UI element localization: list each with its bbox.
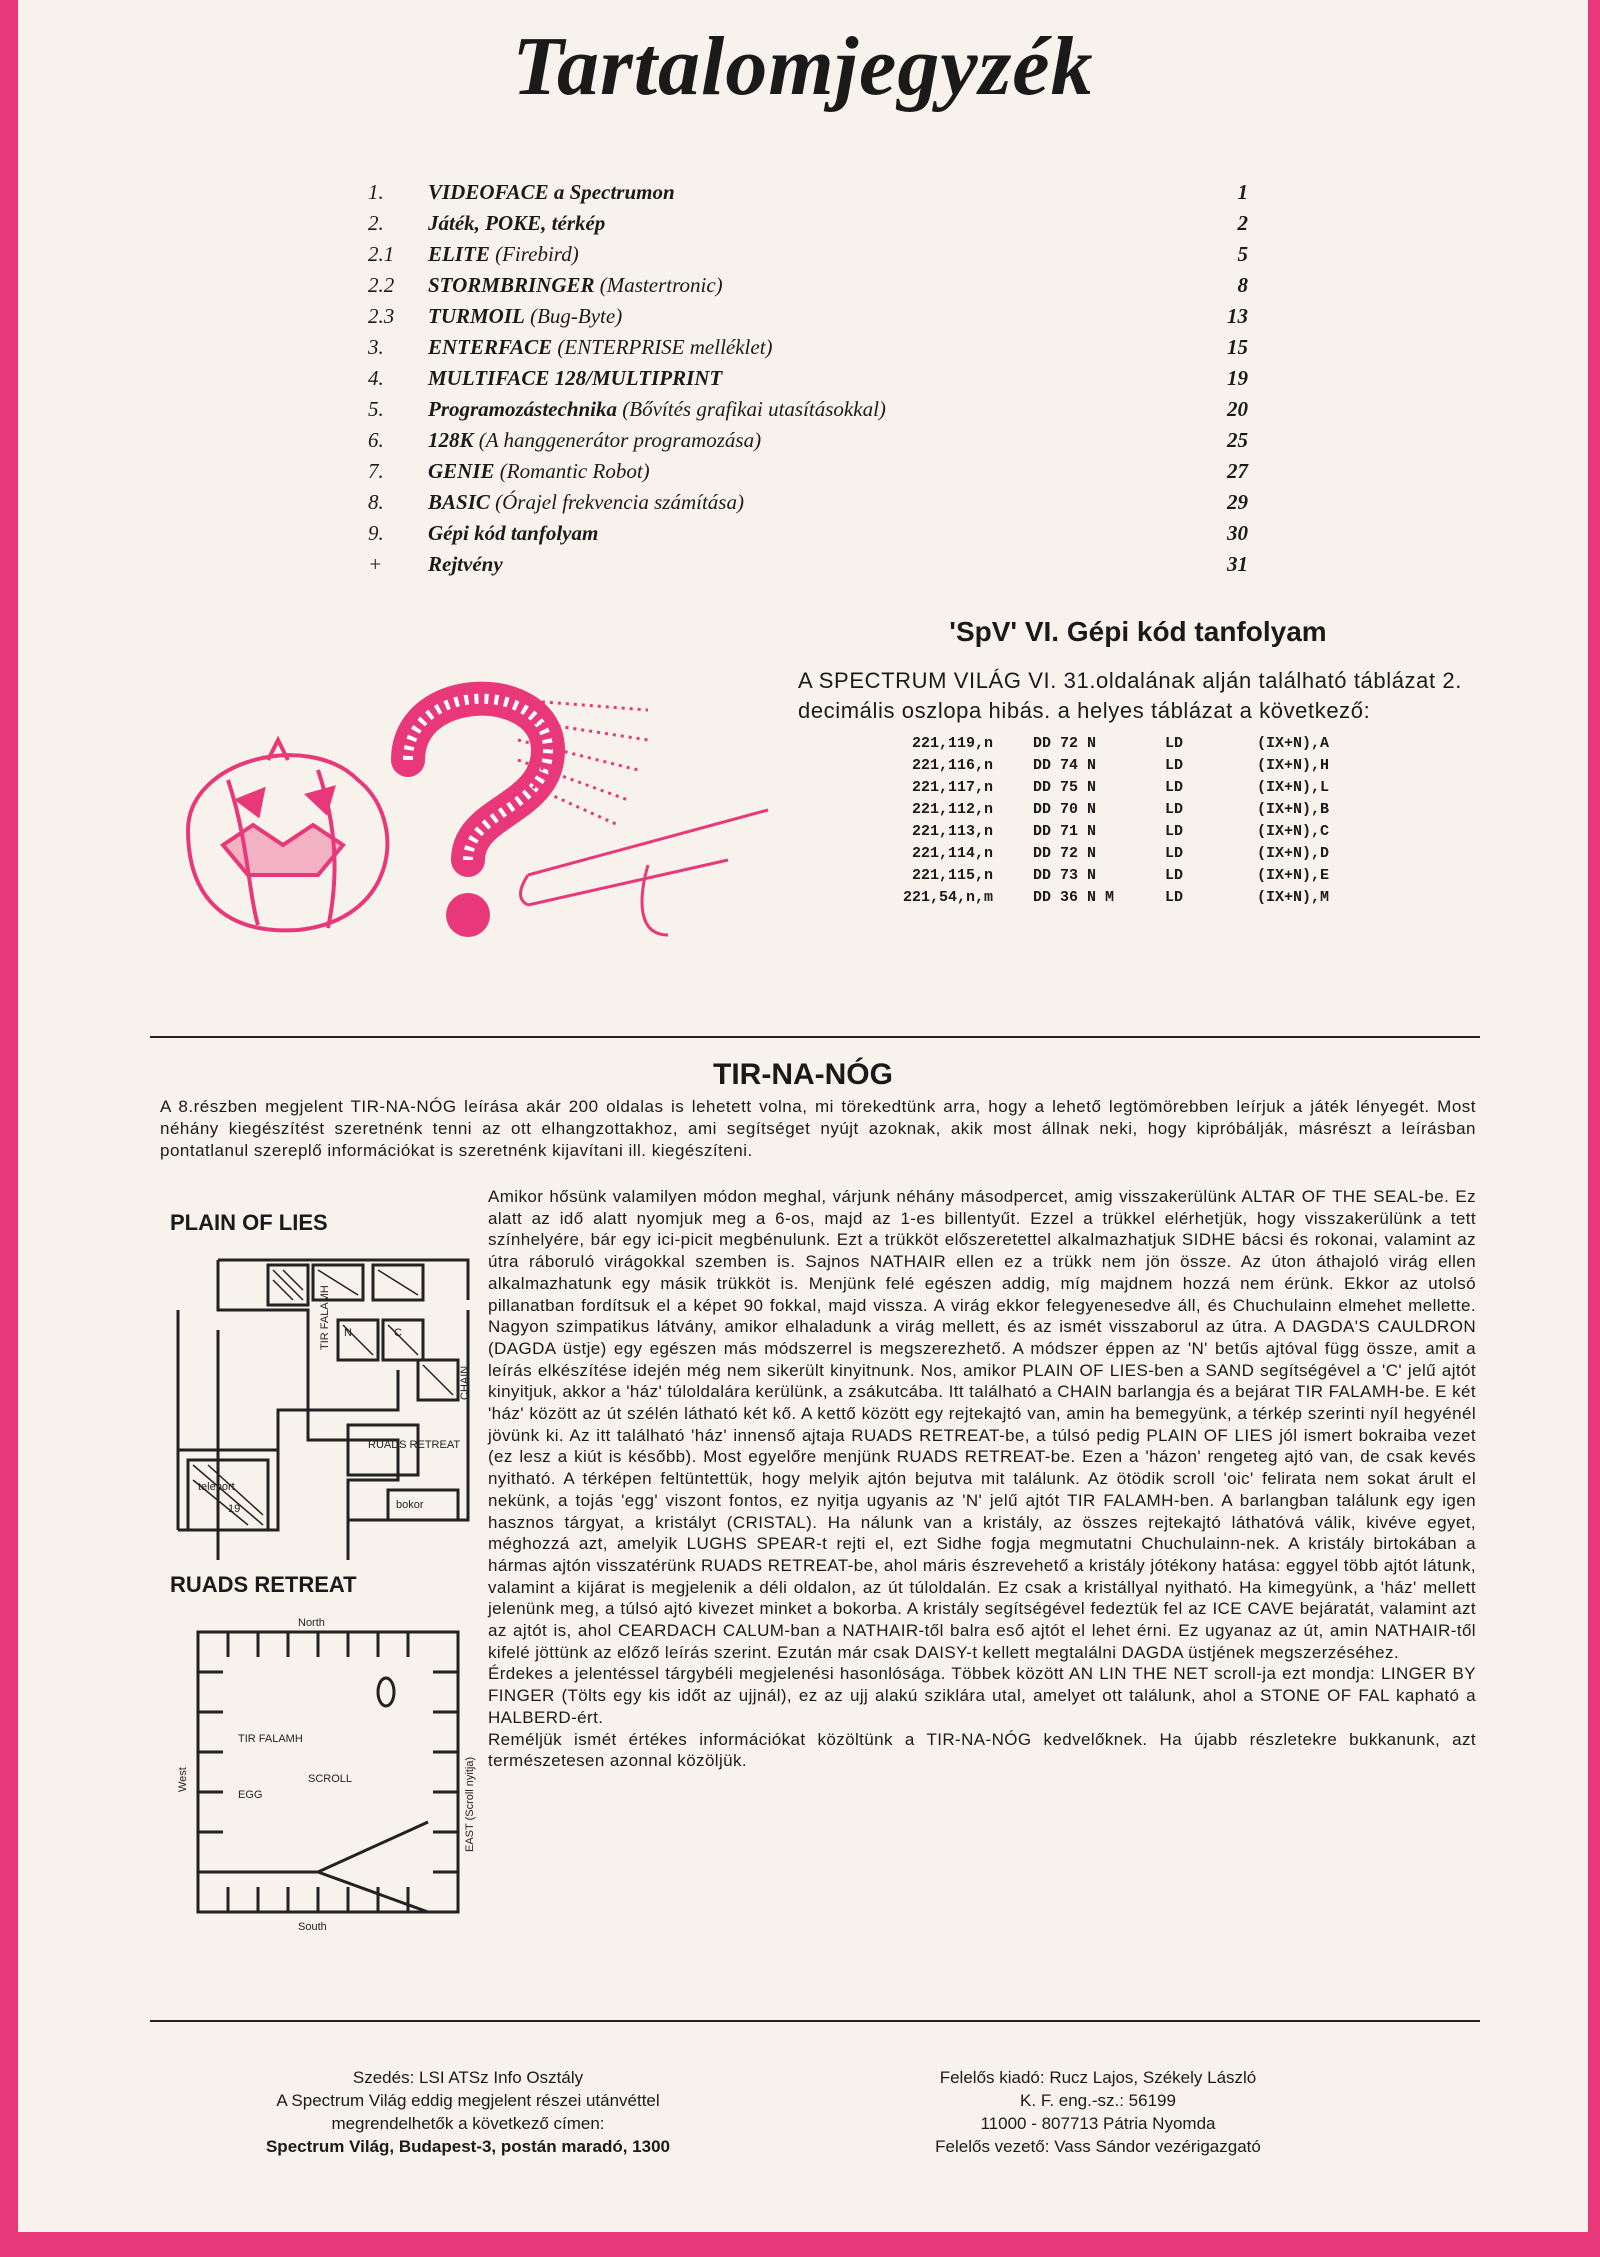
plain-of-lies-map xyxy=(168,1250,488,1560)
toc-page: 2 xyxy=(1237,211,1248,235)
table-cell: 221,115,n xyxy=(911,866,993,884)
toc-number: 8. xyxy=(368,490,384,514)
article-paragraph: Reméljük ismét értékes információkat közöltünk a TIR-NA-NÓG kedvelőknek. Ha újabb részletekre bukkanunk, azt természetesen azonnal közöljük. xyxy=(488,1729,1476,1771)
page xyxy=(18,0,1588,2232)
footer-line: Felelős vezető: Vass Sándor vezérigazgató xyxy=(935,2137,1261,2156)
toc-row xyxy=(368,397,1248,428)
map-title-ruads-retreat: RUADS RETREAT xyxy=(170,1572,357,1597)
map-label-n: N xyxy=(344,1327,352,1339)
toc-row xyxy=(368,211,1248,242)
table-row xyxy=(838,820,1341,842)
map-label-south: South xyxy=(298,1921,327,1932)
toc-title: Rejtvény xyxy=(428,552,503,576)
footer-divider xyxy=(150,2020,1480,2022)
table-row xyxy=(838,754,1341,776)
table-cell: DD 75 N xyxy=(1033,778,1097,796)
table-cell: 221,117,n xyxy=(911,778,993,796)
toc-title: ENTERFACE (ENTERPRISE melléklet) xyxy=(428,335,773,359)
table-cell: LD xyxy=(1165,800,1184,818)
table-of-contents xyxy=(368,180,1248,583)
table-cell: (IX+N),B xyxy=(1257,800,1330,818)
toc-row xyxy=(368,273,1248,304)
article-body xyxy=(488,1186,1476,1772)
footer-line: A Spectrum Világ eddig megjelent részei utánvéttel xyxy=(276,2091,660,2110)
correction-heading: 'SpV' VI. Gépi kód tanfolyam xyxy=(949,616,1327,647)
toc-page: 13 xyxy=(1227,304,1248,328)
table-cell: DD 72 N xyxy=(1033,844,1097,862)
footer-right xyxy=(818,2066,1378,2158)
correction-box xyxy=(798,616,1478,908)
map-label-chain: CHAIN xyxy=(459,1365,471,1400)
toc-page: 27 xyxy=(1227,459,1248,483)
toc-title: STORMBRINGER (Mastertronic) xyxy=(428,273,723,297)
toc-row xyxy=(368,304,1248,335)
table-cell: DD 36 N M xyxy=(1033,888,1115,906)
table-cell: LD xyxy=(1165,734,1184,752)
footer-line: Spectrum Világ, Budapest-3, postán maradó, 1300 xyxy=(265,2137,671,2156)
map-title-plain-of-lies: PLAIN OF LIES xyxy=(170,1210,328,1235)
toc-number: 2.2 xyxy=(368,273,395,297)
toc-number: 2.3 xyxy=(368,304,395,328)
toc-title: GENIE (Romantic Robot) xyxy=(428,459,650,483)
article-intro: A 8.részben megjelent TIR-NA-NÓG leírása akár 200 oldalas is lehetett volna, mi törekedtünk arra, hogy a lehető legtömörebben leírjuk a játék lényegét. Most néhány kiegészítést szeretnénk tenni az ott elhangzottakhoz, ami segítséget nyújt azoknak, akik most állnak neki, hogy kipróbálják, másrészt a leírásban pontatlanul szereplő információkat is szeretnénk kijavítani ill. kiegészíteni. xyxy=(160,1097,1476,1160)
divider xyxy=(150,1036,1480,1038)
table-cell: (IX+N),L xyxy=(1257,778,1330,796)
toc-page: 25 xyxy=(1227,428,1248,452)
footer-line: K. F. eng.-sz.: 56199 xyxy=(1020,2091,1176,2110)
correction-text: A SPECTRUM VILÁG VI. 31.oldalának alján található táblázat 2. decimális oszlopa hibás. a helyes táblázat a következő: xyxy=(798,668,1462,723)
footer-line: Felelős kiadó: Rucz Lajos, Székely László xyxy=(939,2068,1257,2087)
table-cell: (IX+N),H xyxy=(1257,756,1330,774)
table-row xyxy=(838,798,1341,820)
table-row xyxy=(838,776,1341,798)
toc-number: + xyxy=(368,552,383,576)
table-cell: 221,114,n xyxy=(911,844,993,862)
map-label-west: West xyxy=(177,1767,189,1792)
map-label-teleport-number: 19 xyxy=(228,1503,241,1515)
toc-row xyxy=(368,521,1248,552)
table-row xyxy=(838,886,1341,908)
map-label-teleport: teleport xyxy=(198,1481,235,1493)
correction-table xyxy=(838,732,1341,908)
table-cell: 221,113,n xyxy=(911,822,993,840)
footer-line: megrendelhetők a következő címen: xyxy=(331,2114,605,2133)
toc-title: VIDEOFACE a Spectrumon xyxy=(428,180,675,204)
toc-number: 7. xyxy=(368,459,384,483)
toc-number: 2. xyxy=(368,211,384,235)
map-label-bokor: bokor xyxy=(396,1499,424,1511)
toc-page: 5 xyxy=(1237,242,1248,266)
table-row xyxy=(838,864,1341,886)
table-row xyxy=(838,732,1341,754)
table-cell: LD xyxy=(1165,756,1184,774)
map-label-scroll: SCROLL xyxy=(308,1773,353,1785)
toc-number: 4. xyxy=(368,366,384,390)
article-paragraph: Amikor hősünk valamilyen módon meghal, várjunk néhány másodpercet, amig visszakerülünk ALTAR OF THE SEAL-be. Ez alatt az idő alatt nyomjuk meg a 6-os, majd az 1-es billentyűt. Ezzel a trükkel elérhetjük, hogy visszakerülünk a tett színhelyére, bár egy ici-picit megbénulunk. Ezt a trükköt előszeretettel alkalmazhatjuk SIDHE bácsi és rokonai, valamint az útra ráboruló virágokkal szemben is. Sajnos NATHAIR ellen ez a trükk nem jön össze. Az úton áthajoló virág ellen alkalmazhatunk egy másik trükköt is. Menjünk felé egészen addig, míg majdnem hozzá nem érünk. Ekkor az utolsó pillanatban fordítsuk el a képet 90 fokkal, majd vissza. A virág ekkor felegyenesedve áll, és Chuchulainn elmehet mellette. Nagyon szimpatikus látvány, amikor elhaladunk a virág mellett, és az ismét visszaborul az útra. A DAGDA'S CAULDRON (DAGDA üstje) egy egészen más módszerrel is megszerezhető. A módszer éppen az 'N' betűs ajtóval függ össze, amit a leírás elkészítése idején még nem sikerült kinyitnunk. Nos, amikor PLAIN OF LIES-ben a SAND segítségével a 'C' jelű ajtót kinyitjuk, akkor a 'ház' túloldalára kerülünk, a zsákutcába. Itt található a CHAIN barlangja és a bejárat TIR FALAMH-be. E két 'ház' között az út szélén látható két kő. A kettő között egy rejtekajtó van, amin ha bemegyünk, a térkép szerinti nyíl hegyénél jövünk ki. Az itt található 'ház' innenső ajtaja RUADS RETREAT-be, a túlsó pedig PLAIN OF LIES jól ismert bokraiba vezet (ez lesz a kiút is később). Most egyelőre menjünk RUADS RETREAT-be. Ezen a 'házon' rengeteg ajtó van, de csak kevés nyitható. A térképen feltüntettük, hogy melyik ajtón bejutva mit találunk. Az ötödik scroll 'oic' felirata nem sokat árult el nekünk, a tojás 'egg' viszont fontos, ez nyitja ugyanis az 'N' jelű ajtót TIR FALAMH-ben. A barlangban találunk egy igen hasznos tárgyat, a kristályt (CRISTAL). Ha nálunk van a kristály, az összes rejtekajtó láthatóvá válik, kivéve egyet, méghozzá azt, amelyik LUGHS SPEAR-t rejti el, ezt Sidhe fogja megmutatni Chuchulainn-nek. A kristály birtokában a hármas ajtón visszatérünk RUADS RETREAT-be, ahol máris észrevehető a kristály jótékony hatása: eggyel több ajtót látunk, valamint a kijárat is megjelenik a déli oldalon, az út túloldalán. Ez csak a kristállyal nyitható. Ha kimegyünk, a 'ház' mellett jelenünk meg, a túlsó ajtó kivezet minket a bokorba. A kristály segítségével fedeztük fel az ICE CAVE bejáratát, valamint azt az ajtót is, ahol CEARDACH CALUM-ban a NATHAIR-től balra eső ajtót el lehet érni. Ez ugyanaz az út, amin NATHAIR-től kifelé jöttünk az előző leírás szerint. Ezután már csak DAISY-t kellett megtalálni DAGDA üstjének megszerzéséhez. xyxy=(488,1187,1476,1662)
toc-title: TURMOIL (Bug-Byte) xyxy=(428,304,623,328)
table-row xyxy=(838,842,1341,864)
pumpkin-question-illustration xyxy=(168,660,788,950)
toc-row xyxy=(368,335,1248,366)
map-label-north: North xyxy=(298,1617,325,1629)
table-cell: 221,116,n xyxy=(911,756,993,774)
toc-title: BASIC (Órajel frekvencia számítása) xyxy=(428,490,744,514)
toc-number: 3. xyxy=(368,335,384,359)
toc-title: Gépi kód tanfolyam xyxy=(428,521,599,545)
toc-page: 31 xyxy=(1227,552,1248,576)
toc-title: Programozástechnika (Bővítés grafikai utasításokkal) xyxy=(428,397,886,421)
table-cell: LD xyxy=(1165,888,1184,906)
toc-title: MULTIFACE 128/MULTIPRINT xyxy=(428,366,723,390)
map-label-east: EAST (Scroll nyitja) xyxy=(464,1756,476,1852)
toc-page: 30 xyxy=(1227,521,1248,545)
table-cell: DD 72 N xyxy=(1033,734,1097,752)
map-label-ruads: RUADS RETREAT xyxy=(368,1439,461,1451)
toc-title: ELITE (Firebird) xyxy=(428,242,579,266)
table-cell: 221,112,n xyxy=(911,800,993,818)
toc-number: 5. xyxy=(368,397,384,421)
toc-number: 6. xyxy=(368,428,384,452)
table-cell: (IX+N),E xyxy=(1257,866,1330,884)
table-cell: (IX+N),C xyxy=(1257,822,1330,840)
footer-line: Szedés: LSI ATSz Info Osztály xyxy=(352,2068,584,2087)
toc-number: 2.1 xyxy=(368,242,395,266)
map-label-tir: TIR FALAMH xyxy=(319,1285,331,1350)
toc-row xyxy=(368,242,1248,273)
question-mark-icon xyxy=(408,699,548,937)
toc-page: 19 xyxy=(1227,366,1248,390)
toc-title: 128K (A hanggenerátor programozása) xyxy=(428,428,762,452)
toc-row xyxy=(368,180,1248,211)
toc-page: 20 xyxy=(1227,397,1248,421)
toc-number: 9. xyxy=(368,521,384,545)
ruads-retreat-map xyxy=(168,1612,488,1932)
table-cell: LD xyxy=(1165,822,1184,840)
map-label-tir-falamh: TIR FALAMH xyxy=(238,1733,303,1745)
table-cell: 221,54,n,m xyxy=(902,888,993,906)
footer-line: 11000 - 807713 Pátria Nyomda xyxy=(980,2114,1216,2133)
table-cell: (IX+N),A xyxy=(1257,734,1330,752)
table-cell: LD xyxy=(1165,844,1184,862)
toc-page: 15 xyxy=(1227,335,1248,359)
toc-page: 1 xyxy=(1237,180,1248,204)
table-cell: LD xyxy=(1165,866,1184,884)
toc-row xyxy=(368,552,1248,583)
map-label-egg: EGG xyxy=(238,1789,263,1801)
map-label-c: C xyxy=(394,1327,402,1339)
page-title: Tartalomjegyzék xyxy=(512,20,1094,113)
toc-title: Játék, POKE, térkép xyxy=(428,211,606,235)
table-cell: (IX+N),D xyxy=(1257,844,1330,862)
table-cell: DD 73 N xyxy=(1033,866,1097,884)
footer-left xyxy=(168,2066,768,2158)
table-cell: 221,119,n xyxy=(911,734,993,752)
toc-number: 1. xyxy=(368,180,384,204)
toc-row xyxy=(368,490,1248,521)
toc-row xyxy=(368,428,1248,459)
toc-row xyxy=(368,459,1248,490)
table-cell: DD 74 N xyxy=(1033,756,1097,774)
table-cell: DD 70 N xyxy=(1033,800,1097,818)
toc-row xyxy=(368,366,1248,397)
table-cell: DD 71 N xyxy=(1033,822,1097,840)
article-title: TIR-NA-NÓG xyxy=(713,1058,893,1091)
table-cell: (IX+N),M xyxy=(1257,888,1330,906)
toc-page: 8 xyxy=(1237,273,1248,297)
table-cell: LD xyxy=(1165,778,1184,796)
toc-page: 29 xyxy=(1227,490,1248,514)
article-paragraph: Érdekes a jelentéssel tárgybéli megjelenési hasonlósága. Többek között AN LIN THE NET scroll-ja ezt mondja: LINGER BY FINGER (Tölts egy kis időt az ujjnál), ez az ujj alakú sziklára utal, amelyet ott találunk, ahol a STONE OF FAL kapható a HALBERD-ért. xyxy=(488,1664,1476,1727)
